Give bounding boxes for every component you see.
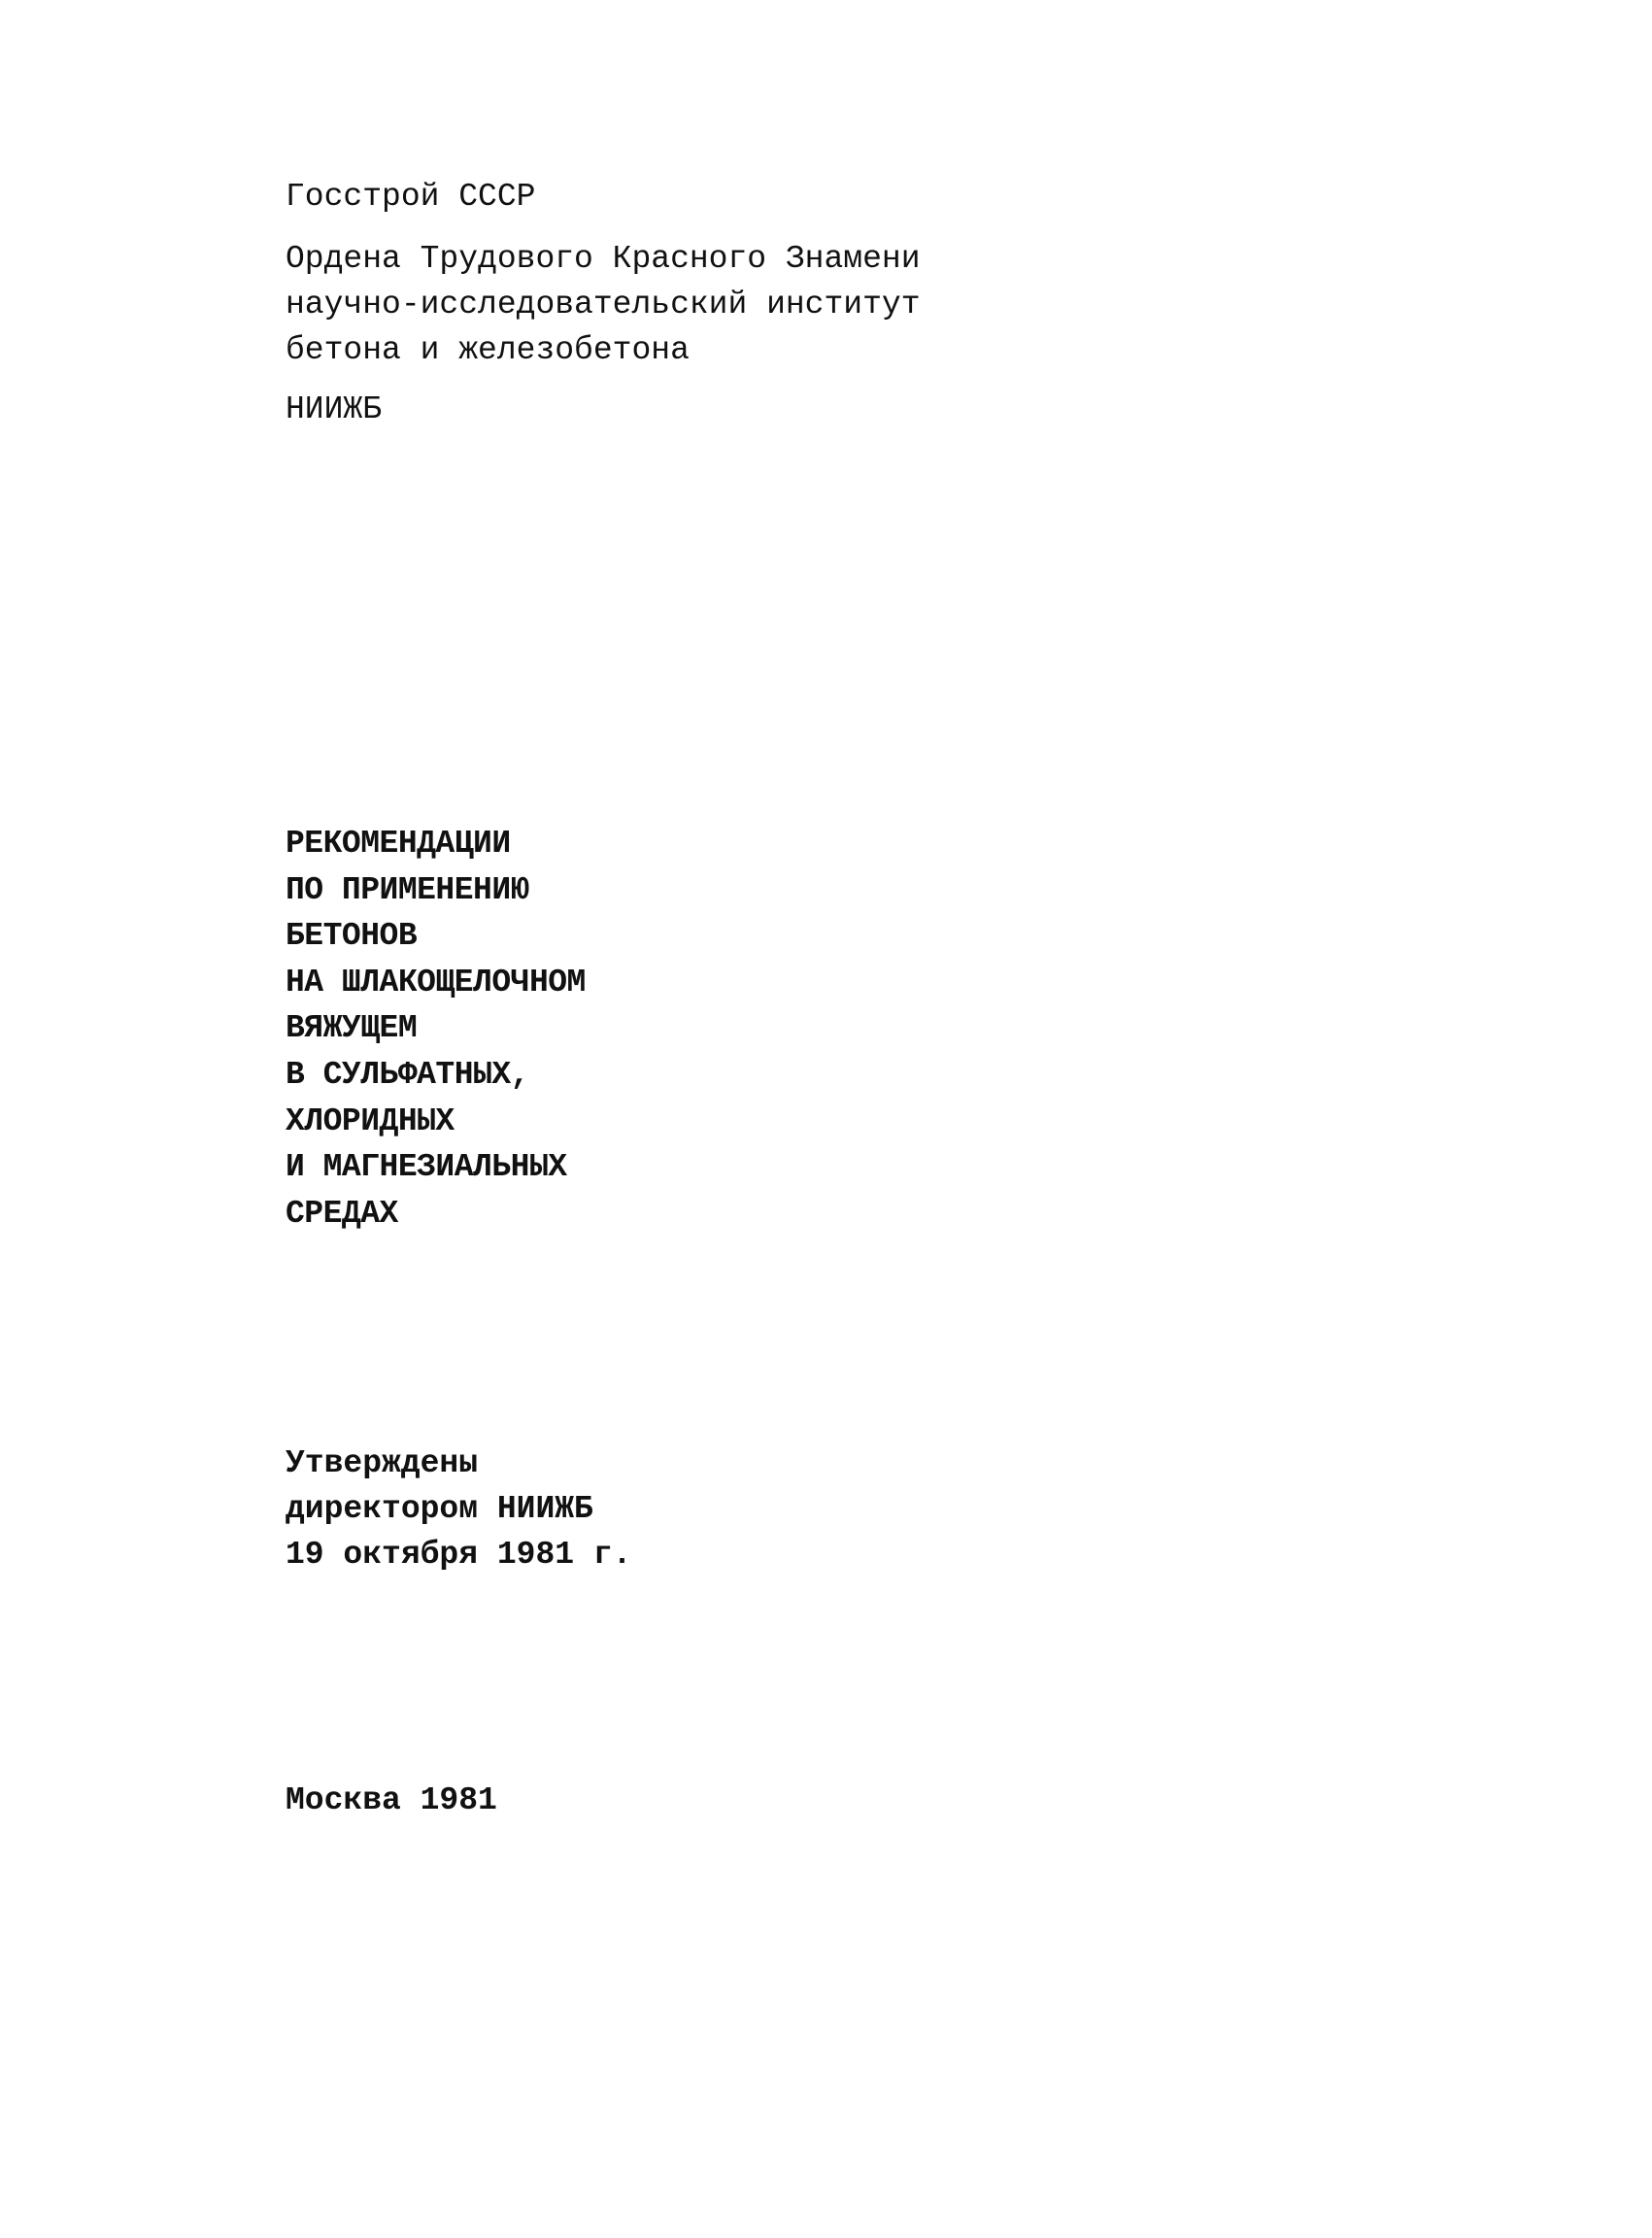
agency-name-block [286,181,535,213]
title-line-6: В СУЛЬФАТНЫХ, [286,1056,529,1093]
approval-date: 19 октября 1981 г. [286,1537,632,1573]
institute-line-3: бетона и железобетона [286,332,690,368]
city-year: Москва 1981 [286,1782,497,1818]
title-line-9: СРЕДАХ [286,1195,398,1232]
institute-line-2: научно-исследовательский институт [286,287,921,322]
title-line-1: РЕКОМЕНДАЦИИ [286,826,511,862]
title-line-2: ПО ПРИМЕНЕНИЮ [286,871,529,908]
title-line-7: ХЛОРИДНЫХ [286,1102,455,1139]
institute-line-1: Ордена Трудового Красного Знамени [286,241,921,277]
approval-line-1: Утверждены [286,1445,479,1481]
title-line-3: БЕТОНОВ [286,918,418,955]
institute-abbreviation: НИИЖБ [286,391,383,427]
approval-note [286,1447,631,1584]
title-line-4: НА ШЛАКОЩЕЛОЧНОМ [286,964,586,1000]
imprint-block [286,1784,497,1816]
institute-name-block [286,243,921,380]
title-line-5: ВЯЖУЩЕМ [286,1010,418,1047]
approval-line-2: директором НИИЖБ [286,1491,593,1527]
institute-abbreviation-block [286,393,382,425]
title-line-8: И МАГНЕЗИАЛЬНЫХ [286,1149,567,1186]
agency-name: Госстрой СССР [286,179,536,215]
document-title [286,828,586,1243]
